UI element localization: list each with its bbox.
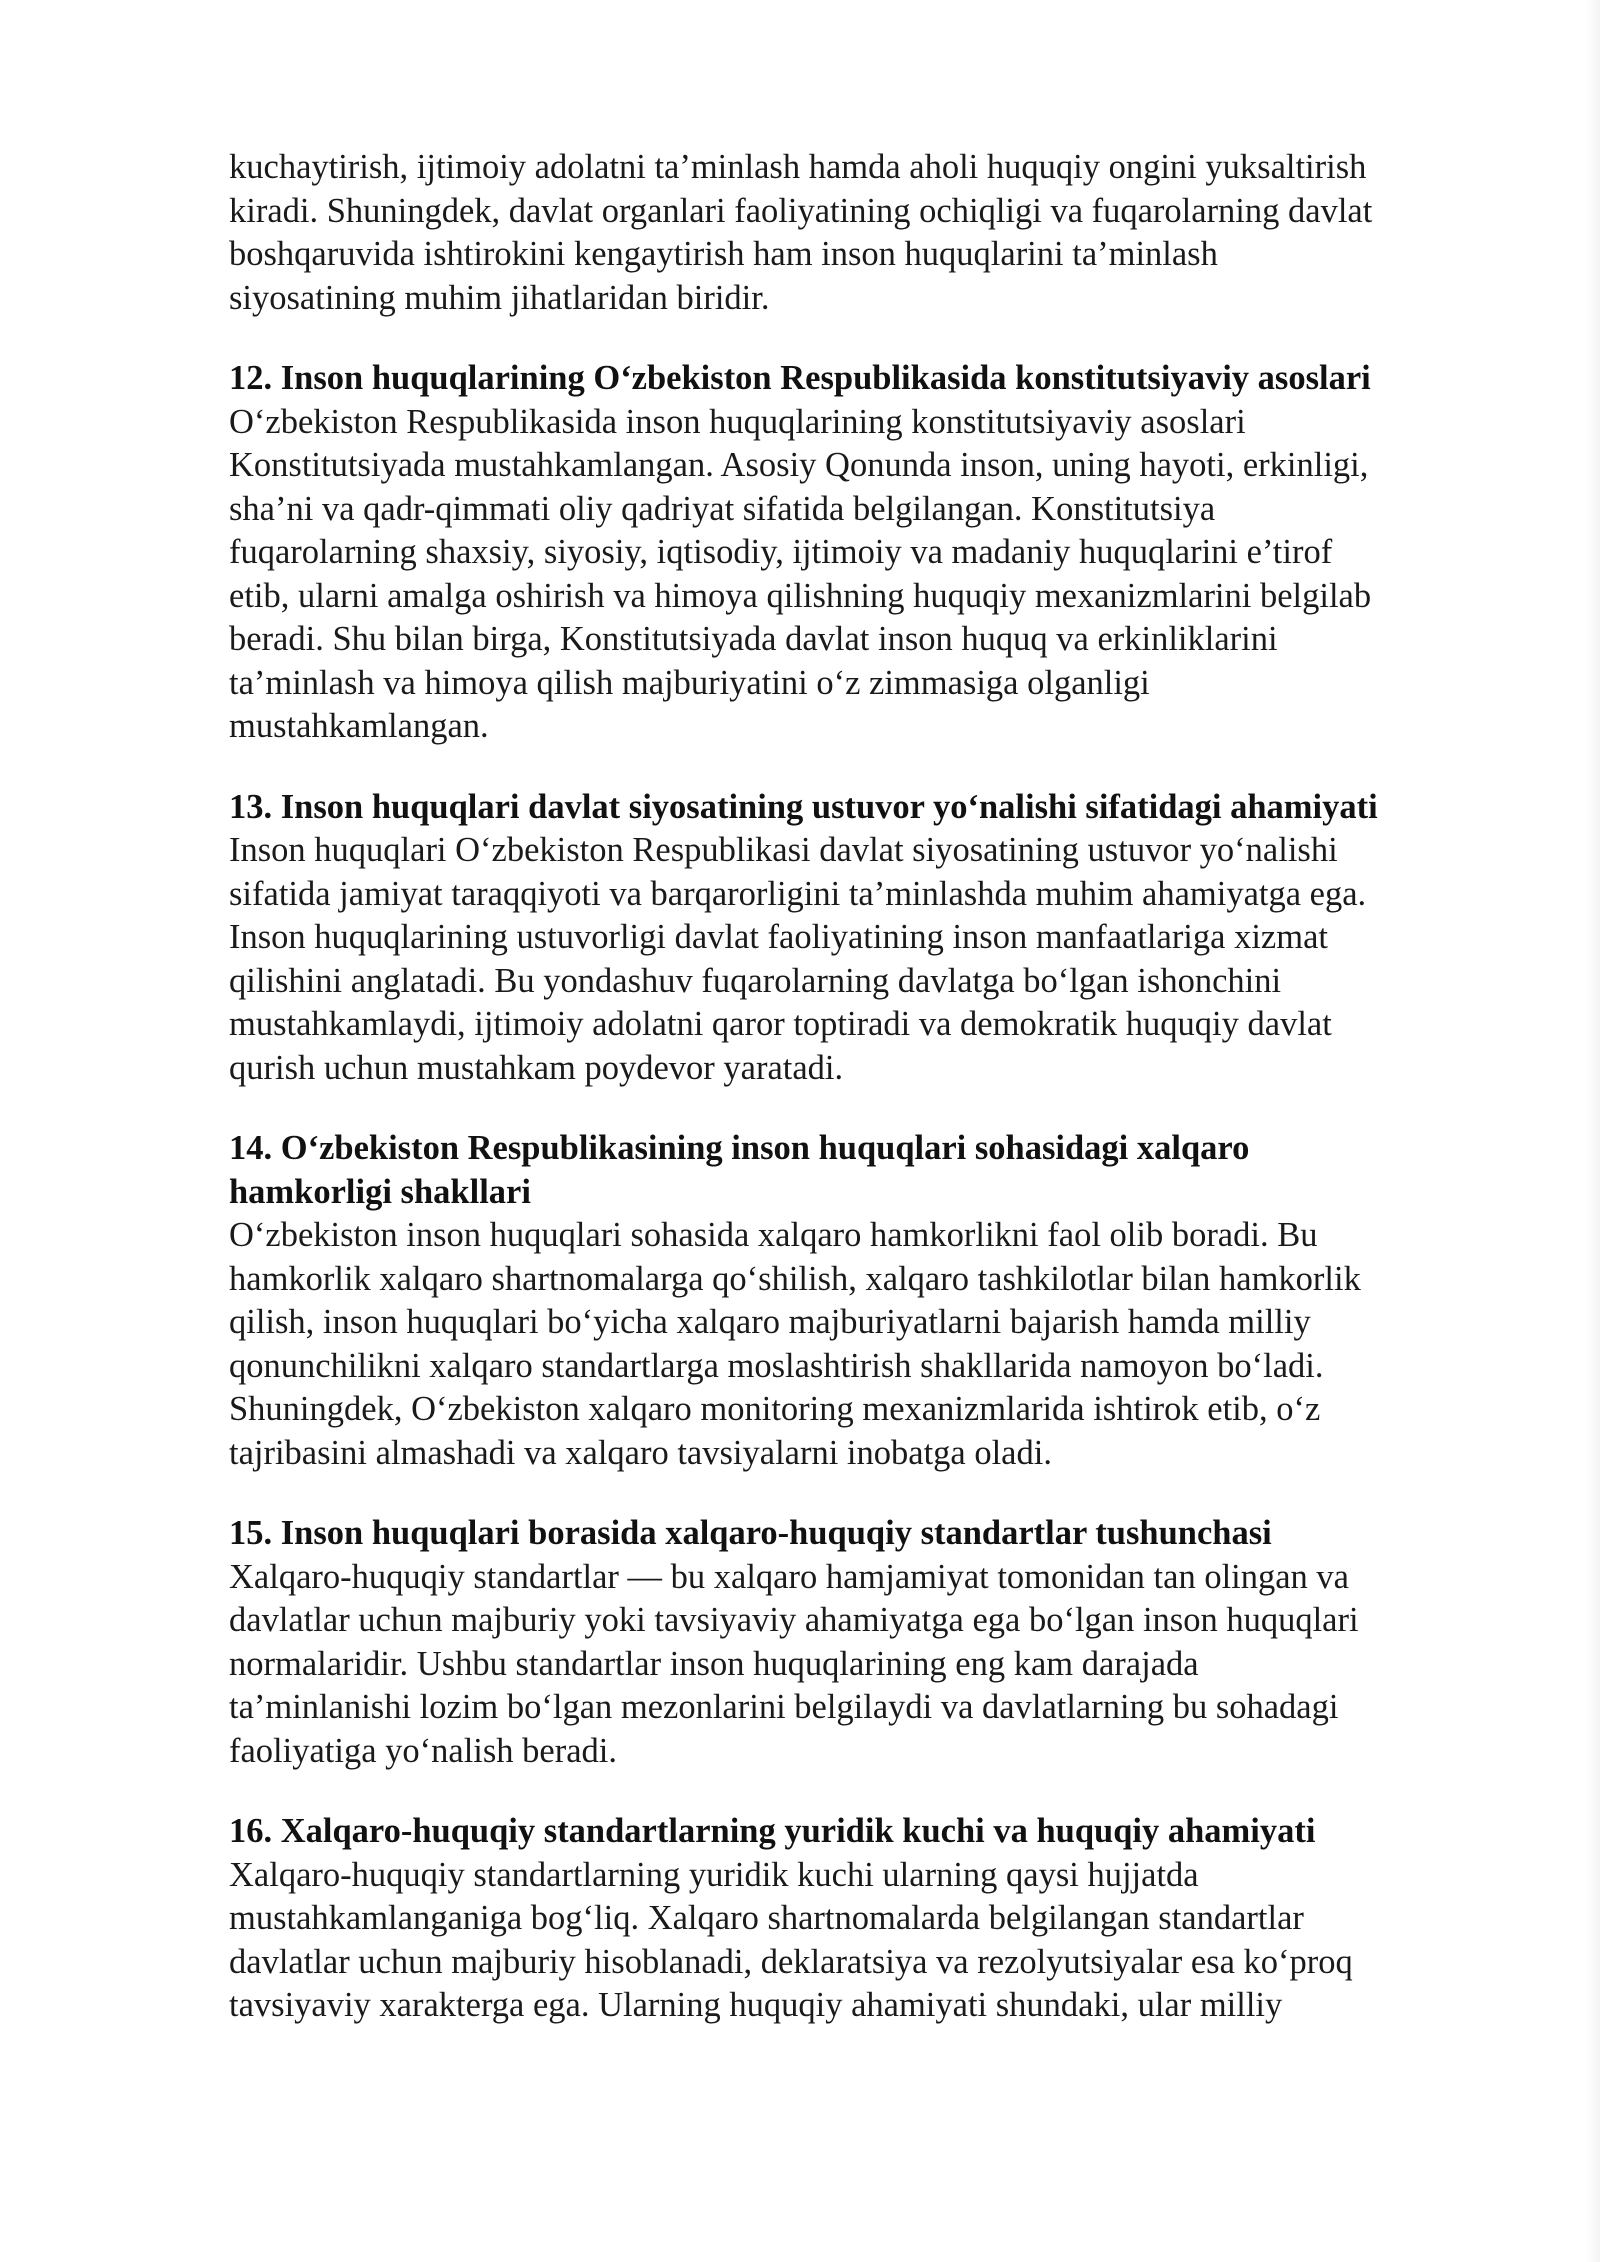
section-body-line: qilishini anglatadi. Bu yondashuv fuqarolarning davlatga bo‘lgan ishonchini bbox=[229, 961, 1282, 1000]
section-body-line: Konstitutsiyada mustahkamlangan. Asosiy Qonunda inson, uning hayoti, erkinligi, bbox=[229, 446, 1369, 484]
section-body-line: Xalqaro-huquqiy standartlarning yuridik kuchi ularning qaysi hujjatda bbox=[229, 1855, 1199, 1894]
section-body-line: mustahkamlangan. bbox=[229, 707, 489, 745]
section-heading: hamkorligi shakllari bbox=[229, 1172, 531, 1211]
section-body-line: ta’minlash va himoya qilish majburiyatini o‘z zimmasiga olganligi bbox=[229, 663, 1150, 702]
section-body-line: tavsiyaviy xarakterga ega. Ularning huquqiy ahamiyati shundaki, ular milliy bbox=[229, 1986, 1283, 2024]
section-heading: 15. Inson huquqlari borasida xalqaro-huquqiy standartlar tushunchasi bbox=[229, 1514, 1272, 1552]
intro-line: kuchaytirish, ijtimoiy adolatni ta’minlash hamda aholi huquqiy ongini yuksaltirish bbox=[229, 148, 1367, 186]
section-body-line: qilish, inson huquqlari bo‘yicha xalqaro majburiyatlarni bajarish hamda milliy bbox=[229, 1303, 1311, 1341]
section-body-line: tajribasini almashadi va xalqaro tavsiyalarni inobatga oladi. bbox=[229, 1433, 1052, 1472]
section-body-line: faoliyatiga yo‘nalish beradi. bbox=[229, 1731, 617, 1770]
section-body-line: Inson huquqlari O‘zbekiston Respublikasi davlat siyosatining ustuvor yo‘nalishi bbox=[229, 831, 1338, 869]
section-body-line: ta’minlanishi lozim bo‘lgan mezonlarini belgilaydi va davlatlarning bu sohadagi bbox=[229, 1688, 1339, 1726]
section-body-line: Xalqaro-huquqiy standartlar — bu xalqaro hamjamiyat tomonidan tan olingan va bbox=[229, 1557, 1349, 1596]
section-body-line: fuqarolarning shaxsiy, siyosiy, iqtisodiy, ijtimoiy va madaniy huquqlarini e’tirof bbox=[229, 533, 1333, 571]
section-16 bbox=[229, 1810, 1489, 2028]
section-heading: 16. Xalqaro-huquqiy standartlarning yuridik kuchi va huquqiy ahamiyati bbox=[229, 1812, 1316, 1850]
section-body-line: normalaridir. Ushbu standartlar inson huquqlarining eng kam darajada bbox=[229, 1644, 1199, 1683]
section-heading: 13. Inson huquqlari davlat siyosatining ustuvor yo‘nalishi sifatidagi ahamiyati bbox=[229, 787, 1378, 826]
section-body-line: mustahkamlaydi, ijtimoiy adolatni qaror toptiradi va demokratik huquqiy davlat bbox=[229, 1005, 1332, 1043]
section-body-line: beradi. Shu bilan birga, Konstitutsiyada davlat inson huquq va erkinliklarini bbox=[229, 620, 1278, 658]
intro-paragraph bbox=[229, 146, 1489, 320]
section-body-line: mustahkamlanganiga bog‘liq. Xalqaro shartnomalarda belgilangan standartlar bbox=[229, 1899, 1304, 1937]
section-13 bbox=[229, 786, 1489, 1091]
section-body-line: sha’ni va qadr-qimmati oliy qadriyat sifatida belgilangan. Konstitutsiya bbox=[229, 489, 1216, 528]
section-heading: 14. O‘zbekiston Respublikasining inson huquqlari sohasidagi xalqaro bbox=[229, 1129, 1250, 1167]
intro-line: boshqaruvida ishtirokini kengaytirish ham inson huquqlarini ta’minlash bbox=[229, 235, 1218, 273]
page-edge-shadow bbox=[1586, 0, 1600, 2262]
section-14 bbox=[229, 1127, 1489, 1475]
section-body-line: davlatlar uchun majburiy hisoblanadi, deklaratsiya va rezolyutsiyalar esa ko‘proq bbox=[229, 1942, 1353, 1981]
section-15 bbox=[229, 1512, 1489, 1773]
section-body-line: davlatlar uchun majburiy yoki tavsiyaviy ahamiyatga ega bo‘lgan inson huquqlari bbox=[229, 1601, 1359, 1639]
section-body-line: O‘zbekiston Respublikasida inson huquqlarining konstitutsiyaviy asoslari bbox=[229, 402, 1246, 441]
section-body-line: qonunchilikni xalqaro standartlarga moslashtirish shakllarida namoyon bo‘ladi. bbox=[229, 1346, 1324, 1385]
section-body-line: sifatida jamiyat taraqqiyoti va barqarorligini ta’minlashda muhim ahamiyatga ega. bbox=[229, 874, 1367, 913]
section-body-line: etib, ularni amalga oshirish va himoya qilishning huquqiy mexanizmlarini belgilab bbox=[229, 576, 1372, 615]
section-body-line: Shuningdek, O‘zbekiston xalqaro monitoring mexanizmlarida ishtirok etib, o‘z bbox=[229, 1390, 1321, 1428]
intro-line: siyosatining muhim jihatlaridan biridir. bbox=[229, 278, 770, 317]
intro-line: kiradi. Shuningdek, davlat organlari faoliyatining ochiqligi va fuqarolarning davlat bbox=[229, 191, 1373, 230]
section-heading: 12. Inson huquqlarining O‘zbekiston Respublikasida konstitutsiyaviy asoslari bbox=[229, 359, 1371, 397]
section-body-line: O‘zbekiston inson huquqlari sohasida xalqaro hamkorlikni faol olib boradi. Bu bbox=[229, 1216, 1318, 1254]
section-body-line: Inson huquqlarining ustuvorligi davlat faoliyatining inson manfaatlariga xizmat bbox=[229, 918, 1328, 956]
section-body-line: hamkorlik xalqaro shartnomalarga qo‘shilish, xalqaro tashkilotlar bilan hamkorlik bbox=[229, 1259, 1361, 1298]
document-page bbox=[229, 146, 1489, 2028]
section-body-line: qurish uchun mustahkam poydevor yaratadi. bbox=[229, 1048, 844, 1087]
section-12 bbox=[229, 357, 1489, 749]
